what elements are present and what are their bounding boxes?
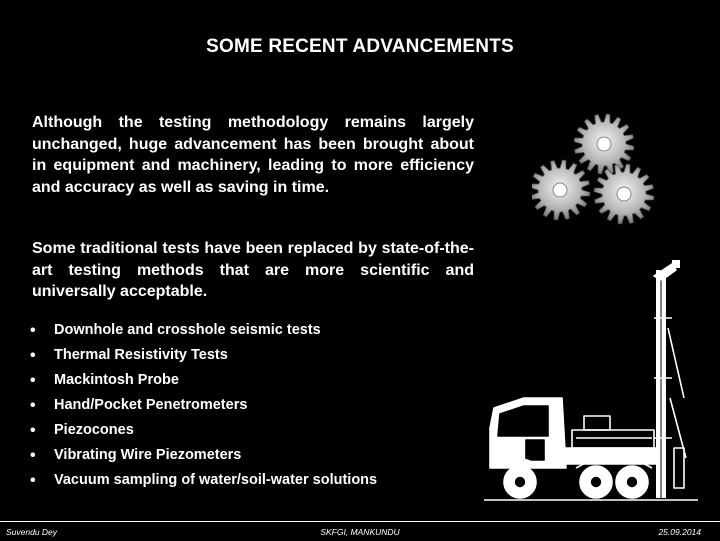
gear-hub: [553, 183, 567, 197]
bullet-marker: •: [30, 422, 36, 439]
list-item: • Mackintosh Probe: [30, 368, 377, 393]
paragraph-2: Some traditional tests have been replaced by state-of-the-art testing methods that are more scientific and universally acceptable.: [32, 240, 474, 300]
bullet-marker: •: [30, 322, 36, 339]
footer-author: Suvendu Dey: [6, 527, 58, 537]
paragraph-1: Although the testing methodology remains largely unchanged, huge advancement has been brought about in equipment and machinery, leading to more efficiency and accuracy as well as saving in time.: [32, 114, 474, 196]
list-item: • Piezocones: [30, 418, 377, 443]
bullet-marker: •: [30, 447, 36, 464]
gear-hub: [617, 187, 631, 201]
bullet-marker: •: [30, 372, 36, 389]
bullet-marker: •: [30, 472, 36, 489]
list-item: • Thermal Resistivity Tests: [30, 343, 377, 368]
gears-icon: [532, 108, 672, 228]
slide-title: SOME RECENT ADVANCEMENTS: [206, 36, 514, 57]
gear-hub: [597, 137, 611, 151]
bullet-list: [30, 318, 377, 493]
footer-date: 25.09.2014: [658, 527, 701, 537]
footer-institution: SKFGI, MANKUNDU: [320, 527, 400, 537]
list-item: • Downhole and crosshole seismic tests: [30, 318, 377, 343]
list-item: • Vibrating Wire Piezometers: [30, 443, 377, 468]
bullet-marker: •: [30, 397, 36, 414]
bullet-marker: •: [30, 347, 36, 364]
drilling-rig-truck-icon: [476, 258, 702, 520]
footer: [0, 521, 720, 541]
list-item: • Hand/Pocket Penetrometers: [30, 393, 377, 418]
list-item: • Vacuum sampling of water/soil-water solutions: [30, 468, 377, 493]
